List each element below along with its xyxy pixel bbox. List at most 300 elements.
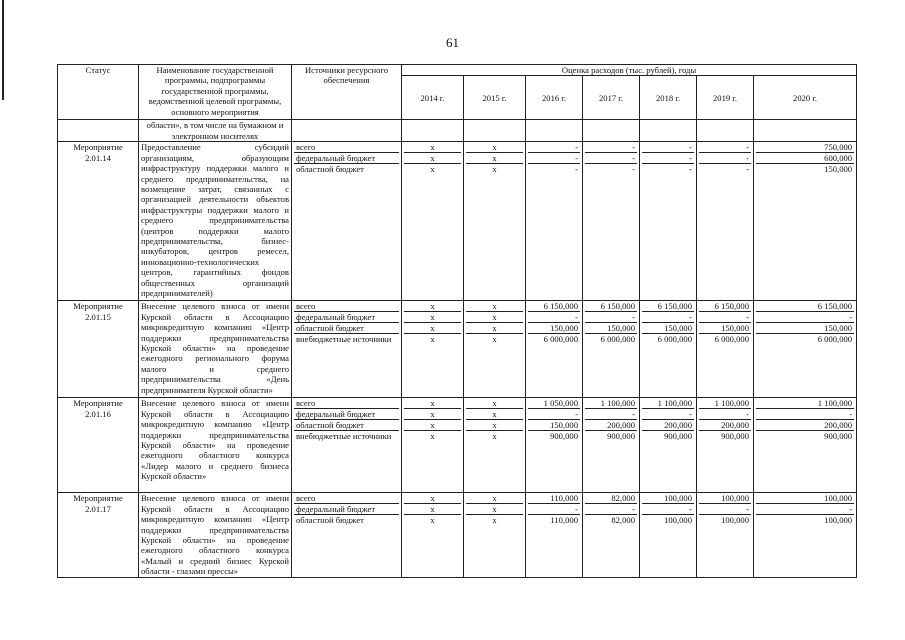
amount-cell: х: [466, 323, 523, 334]
value-row: [404, 164, 461, 175]
value-row: [466, 409, 523, 420]
header-year: 2019 г.: [697, 76, 754, 120]
amount-cell: 200,000: [699, 420, 751, 431]
amount-cell: х: [404, 398, 461, 409]
amount-cell: 1 100,000: [699, 398, 751, 409]
value-row: [756, 301, 854, 312]
amount-cell: -: [528, 312, 580, 323]
amount-cell: х: [466, 153, 523, 164]
source-column: [292, 493, 402, 578]
amount-cell: 100,000: [699, 493, 751, 504]
amount-cell: 600,000: [756, 153, 854, 164]
year-column: [697, 142, 754, 301]
value-row: [466, 515, 523, 526]
amount-cell: 82,000: [611, 515, 635, 526]
funding-source: внебюджетные источники: [296, 334, 392, 345]
amount-cell: -: [585, 142, 637, 153]
subtable: [404, 142, 461, 174]
amount-cell: 6 150,000: [699, 301, 751, 312]
value-row: [642, 301, 694, 312]
subtable: [294, 493, 399, 525]
year-column: [402, 301, 464, 398]
year-column: [402, 142, 464, 301]
funding-source: всего: [294, 142, 399, 153]
year-column: [526, 301, 583, 398]
value-row: [699, 301, 751, 312]
value-row: [585, 142, 637, 153]
value-row: [585, 301, 637, 312]
source-row: [294, 504, 399, 515]
value-row: [756, 153, 854, 164]
subtable: [294, 398, 399, 441]
value-row: [466, 431, 523, 442]
header-year: 2014 г.: [402, 76, 464, 120]
value-row: [642, 515, 694, 526]
year-column: [526, 142, 583, 301]
subtable: [404, 493, 461, 525]
amount-cell: 100,000: [721, 515, 749, 526]
value-row: [756, 312, 854, 323]
amount-cell: 6 000,000: [714, 334, 749, 345]
amount-cell: х: [492, 515, 497, 526]
year-column: [697, 301, 754, 398]
value-row: [756, 431, 854, 442]
amount-cell: 1 100,000: [642, 398, 694, 409]
value-row: [585, 312, 637, 323]
header-year: 2017 г.: [583, 76, 640, 120]
year-column: [640, 398, 697, 493]
value-row: [404, 493, 461, 504]
subtable: [528, 493, 580, 525]
value-row: [528, 312, 580, 323]
value-row: [466, 142, 523, 153]
value-row: [528, 515, 580, 526]
value-row: [642, 312, 694, 323]
value-row: [466, 164, 523, 175]
value-row: [585, 323, 637, 334]
source-row: [294, 409, 399, 420]
value-row: [585, 334, 637, 345]
value-row: [528, 431, 580, 442]
year-column: [640, 493, 697, 578]
subtable: [294, 142, 399, 174]
source-row: [294, 431, 399, 442]
subtable: [528, 142, 580, 174]
header-row: [58, 65, 857, 76]
subtable: [756, 398, 854, 441]
value-row: [699, 420, 751, 431]
amount-cell: 100,000: [824, 515, 853, 526]
value-row: [466, 153, 523, 164]
value-row: [699, 409, 751, 420]
funding-source: внебюджетные источники: [296, 431, 392, 442]
amount-cell: -: [642, 312, 694, 323]
value-row: [585, 493, 637, 504]
subtable: [294, 301, 399, 344]
amount-cell: 6 000,000: [657, 334, 692, 345]
amount-cell: х: [430, 164, 435, 175]
value-row: [404, 334, 461, 345]
event-status: Мероприятие 2.01.14: [58, 142, 139, 301]
value-row: [404, 142, 461, 153]
amount-cell: х: [404, 420, 461, 431]
subtable: [466, 142, 523, 174]
amount-cell: -: [689, 164, 692, 175]
header-year: 2015 г.: [464, 76, 526, 120]
amount-cell: 150,000: [585, 323, 637, 334]
value-row: [699, 142, 751, 153]
year-column: [697, 398, 754, 493]
amount-cell: -: [756, 504, 854, 515]
subtable: [528, 301, 580, 344]
subtable: [466, 493, 523, 525]
amount-cell: х: [404, 493, 461, 504]
amount-cell: 900,000: [607, 431, 635, 442]
subtable: [699, 301, 751, 344]
subtable: [585, 493, 637, 525]
subtable: [404, 398, 461, 441]
source-row: [294, 164, 399, 175]
value-row: [756, 493, 854, 504]
amount-cell: 6 000,000: [817, 334, 853, 345]
amount-cell: -: [699, 504, 751, 515]
value-row: [404, 301, 461, 312]
value-row: [404, 504, 461, 515]
value-row: [642, 164, 694, 175]
amount-cell: 150,000: [528, 420, 580, 431]
value-row: [699, 153, 751, 164]
amount-cell: 6 000,000: [600, 334, 635, 345]
value-row: [756, 504, 854, 515]
year-column: [697, 493, 754, 578]
value-row: [642, 420, 694, 431]
event-description: Внесение целевого взноса от имени Курской области в Ассоциацию микрокредитную компанию «Центр поддержки предпринимательства Курской области» на проведение ежегодного областного конкурса «Малый и средний бизнес Курской области - глазами прессы»: [139, 493, 292, 578]
amount-cell: 150,000: [699, 323, 751, 334]
amount-cell: х: [492, 164, 497, 175]
event-description: Внесение целевого взноса от имени Курской области в Ассоциацию микрокредитную компанию «Центр поддержки предпринимательства Курской области» на проведение ежегодного областного конкурса «Лидер малого и среднего бизнеса Курской области»: [139, 398, 292, 493]
value-row: [466, 323, 523, 334]
amount-cell: 110,000: [550, 515, 578, 526]
amount-cell: -: [528, 504, 580, 515]
value-row: [404, 153, 461, 164]
amount-cell: 200,000: [642, 420, 694, 431]
source-column: [292, 398, 402, 493]
amount-cell: х: [492, 431, 497, 442]
subtable: [404, 301, 461, 344]
value-row: [528, 493, 580, 504]
value-row: [585, 504, 637, 515]
value-row: [699, 312, 751, 323]
subtable: [585, 301, 637, 344]
value-row: [466, 504, 523, 515]
event-row: [58, 142, 857, 301]
value-row: [585, 398, 637, 409]
subtable: [642, 142, 694, 174]
amount-cell: х: [430, 515, 435, 526]
amount-cell: -: [528, 142, 580, 153]
funding-source: федеральный бюджет: [294, 504, 399, 515]
value-row: [756, 420, 854, 431]
amount-cell: 900,000: [824, 431, 853, 442]
value-row: [528, 164, 580, 175]
funding-source: всего: [294, 493, 399, 504]
amount-cell: х: [404, 409, 461, 420]
subtable: [756, 301, 854, 344]
subtable: [642, 301, 694, 344]
value-row: [642, 334, 694, 345]
value-row: [585, 515, 637, 526]
value-row: [699, 504, 751, 515]
source-row: [294, 493, 399, 504]
amount-cell: 110,000: [528, 493, 580, 504]
subtable: [466, 398, 523, 441]
value-row: [466, 334, 523, 345]
value-row: [756, 515, 854, 526]
funding-source: областной бюджет: [296, 515, 364, 526]
funding-source: федеральный бюджет: [294, 153, 399, 164]
value-row: [642, 504, 694, 515]
amount-cell: -: [642, 142, 694, 153]
amount-cell: 1 100,000: [756, 398, 854, 409]
value-row: [466, 398, 523, 409]
year-column: [640, 301, 697, 398]
value-row: [528, 398, 580, 409]
value-row: [404, 515, 461, 526]
funding-source: федеральный бюджет: [294, 312, 399, 323]
subtable: [585, 398, 637, 441]
value-row: [404, 398, 461, 409]
source-row: [294, 142, 399, 153]
amount-cell: -: [585, 504, 637, 515]
value-row: [466, 301, 523, 312]
value-row: [404, 431, 461, 442]
value-row: [404, 409, 461, 420]
amount-cell: х: [466, 301, 523, 312]
amount-cell: х: [404, 323, 461, 334]
event-row: [58, 301, 857, 398]
amount-cell: 750,000: [756, 142, 854, 153]
amount-cell: -: [642, 153, 694, 164]
header-estimate: Оценка расходов (тыс. рублей), годы: [402, 65, 857, 76]
source-column: [292, 301, 402, 398]
value-row: [585, 409, 637, 420]
subtable: [699, 142, 751, 174]
value-row: [528, 301, 580, 312]
amount-cell: -: [632, 164, 635, 175]
amount-cell: -: [756, 409, 854, 420]
year-column: [583, 142, 640, 301]
subtable: [585, 142, 637, 174]
value-row: [466, 493, 523, 504]
amount-cell: х: [466, 504, 523, 515]
amount-cell: -: [585, 153, 637, 164]
value-row: [528, 420, 580, 431]
value-row: [699, 323, 751, 334]
value-row: [642, 398, 694, 409]
year-column: [464, 398, 526, 493]
header-sources: Источники ресурсного обеспечения: [292, 65, 402, 120]
amount-cell: -: [746, 164, 749, 175]
funding-source: областной бюджет: [294, 323, 399, 334]
year-column: [754, 493, 857, 578]
value-row: [699, 398, 751, 409]
event-description: Предоставление субсидий организациям, образующим инфраструктуру поддержки малого и среднего предпринимательства, на возмещение затрат, связанных с организацией деятельности объектов инфраструктуры поддержки малого и среднего предпринимательства (центров поддержки малого предпринимательства, бизнес-инкубаторов, центров ремесел, инновационно-технологических центров, гарантийных фондов общественных организаций предпринимателей): [139, 142, 292, 301]
amount-cell: х: [466, 420, 523, 431]
value-row: [642, 493, 694, 504]
amount-cell: -: [699, 312, 751, 323]
value-row: [466, 420, 523, 431]
header-year: 2016 г.: [526, 76, 583, 120]
amount-cell: х: [466, 398, 523, 409]
value-row: [585, 431, 637, 442]
amount-cell: -: [585, 312, 637, 323]
subtable: [466, 301, 523, 344]
amount-cell: 100,000: [642, 493, 694, 504]
source-row: [294, 312, 399, 323]
expenditure-table: [57, 64, 857, 578]
amount-cell: х: [404, 142, 461, 153]
value-row: [642, 153, 694, 164]
value-row: [756, 323, 854, 334]
amount-cell: -: [528, 153, 580, 164]
year-column: [526, 398, 583, 493]
amount-cell: 100,000: [756, 493, 854, 504]
value-row: [528, 323, 580, 334]
value-row: [756, 334, 854, 345]
event-status: Мероприятие 2.01.17: [58, 493, 139, 578]
header-year: 2020 г.: [754, 76, 857, 120]
amount-cell: х: [466, 142, 523, 153]
funding-source: федеральный бюджет: [294, 409, 399, 420]
value-row: [642, 409, 694, 420]
year-column: [402, 398, 464, 493]
funding-source: областной бюджет: [294, 420, 399, 431]
value-row: [642, 323, 694, 334]
source-row: [294, 515, 399, 526]
source-row: [294, 334, 399, 345]
value-row: [528, 142, 580, 153]
amount-cell: 900,000: [721, 431, 749, 442]
amount-cell: х: [466, 409, 523, 420]
value-row: [756, 398, 854, 409]
continuation-row: [58, 120, 857, 142]
event-status: Мероприятие 2.01.15: [58, 301, 139, 398]
source-row: [294, 398, 399, 409]
amount-cell: х: [492, 334, 497, 345]
amount-cell: -: [575, 164, 578, 175]
year-column: [754, 398, 857, 493]
amount-cell: х: [404, 301, 461, 312]
amount-cell: 150,000: [756, 323, 854, 334]
amount-cell: -: [642, 409, 694, 420]
amount-cell: 150,000: [824, 164, 853, 175]
amount-cell: 6 000,000: [543, 334, 578, 345]
amount-cell: 200,000: [756, 420, 854, 431]
amount-cell: х: [430, 334, 435, 345]
event-status: Мероприятие 2.01.16: [58, 398, 139, 493]
subtable: [756, 493, 854, 525]
source-row: [294, 153, 399, 164]
event-row: [58, 493, 857, 578]
header-year: 2018 г.: [640, 76, 697, 120]
amount-cell: х: [404, 312, 461, 323]
amount-cell: -: [585, 409, 637, 420]
year-column: [464, 142, 526, 301]
funding-source: всего: [294, 301, 399, 312]
amount-cell: 900,000: [550, 431, 578, 442]
value-row: [699, 334, 751, 345]
value-row: [756, 409, 854, 420]
amount-cell: 200,000: [585, 420, 637, 431]
year-column: [583, 301, 640, 398]
amount-cell: 150,000: [642, 323, 694, 334]
value-row: [585, 164, 637, 175]
amount-cell: -: [699, 409, 751, 420]
value-row: [756, 142, 854, 153]
year-column: [583, 493, 640, 578]
value-row: [404, 323, 461, 334]
amount-cell: 6 150,000: [642, 301, 694, 312]
value-row: [528, 334, 580, 345]
subtable: [756, 142, 854, 174]
value-row: [756, 164, 854, 175]
value-row: [699, 515, 751, 526]
amount-cell: 1 050,000: [528, 398, 580, 409]
value-row: [585, 420, 637, 431]
value-row: [699, 493, 751, 504]
amount-cell: х: [430, 431, 435, 442]
amount-cell: 6 150,000: [585, 301, 637, 312]
value-row: [642, 142, 694, 153]
source-row: [294, 420, 399, 431]
amount-cell: -: [756, 312, 854, 323]
amount-cell: 82,000: [585, 493, 637, 504]
amount-cell: х: [404, 153, 461, 164]
subtable: [642, 493, 694, 525]
amount-cell: -: [528, 409, 580, 420]
value-row: [528, 153, 580, 164]
subtable: [699, 493, 751, 525]
amount-cell: 1 100,000: [585, 398, 637, 409]
amount-cell: х: [466, 312, 523, 323]
value-row: [699, 164, 751, 175]
subtable: [528, 398, 580, 441]
value-row: [528, 504, 580, 515]
amount-cell: х: [404, 504, 461, 515]
amount-cell: -: [699, 153, 751, 164]
value-row: [699, 431, 751, 442]
year-column: [464, 301, 526, 398]
funding-source: областной бюджет: [296, 164, 364, 175]
year-column: [464, 493, 526, 578]
value-row: [585, 153, 637, 164]
amount-cell: 900,000: [664, 431, 692, 442]
subtable: [699, 398, 751, 441]
year-column: [754, 142, 857, 301]
year-column: [583, 398, 640, 493]
year-column: [754, 301, 857, 398]
amount-cell: 6 150,000: [528, 301, 580, 312]
year-column: [526, 493, 583, 578]
year-column: [640, 142, 697, 301]
value-row: [642, 431, 694, 442]
amount-cell: х: [466, 493, 523, 504]
year-column: [402, 493, 464, 578]
amount-cell: -: [642, 504, 694, 515]
header-name: Наименование государственной программы, подпрограммы государственной программы, ведомственной целевой программы, основного мероприятия: [139, 65, 292, 120]
value-row: [404, 420, 461, 431]
subtable: [642, 398, 694, 441]
